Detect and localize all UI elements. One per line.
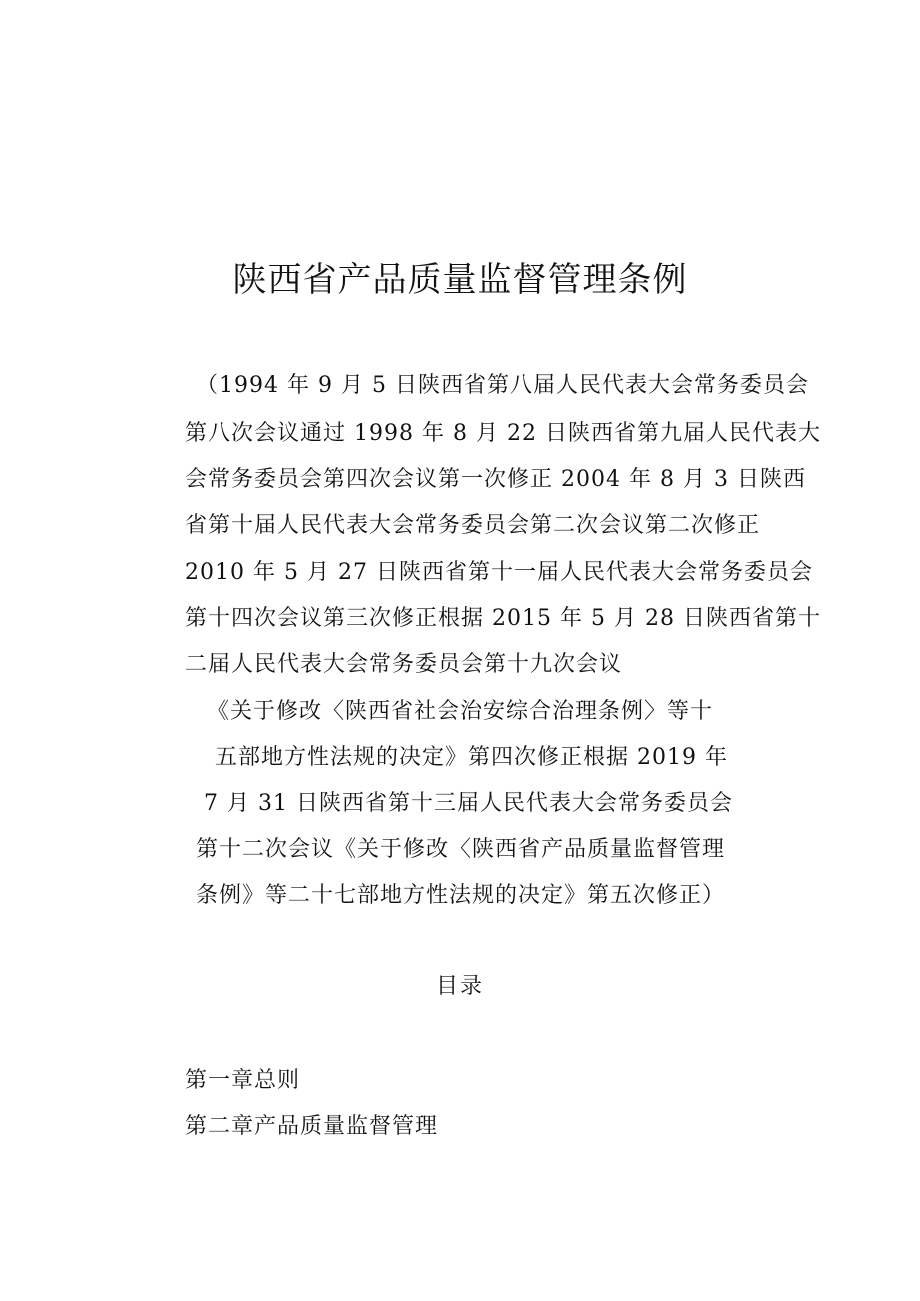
document-title: 陕西省产品质量监督管理条例	[232, 260, 688, 300]
history-line: 条例》等二十七部地方性法规的决定》第五次修正）	[196, 883, 726, 908]
history-line: 省第十届人民代表大会常务委员会第二次会议第二次修正	[185, 513, 761, 538]
history-line: 第八次会议通过 1998 年 8 月 22 日陕西省第九届人民代表大	[185, 421, 821, 446]
history-line: 第十二次会议《关于修改〈陕西省产品质量监督管理	[196, 837, 726, 862]
history-line: 第十四次会议第三次修正根据 2015 年 5 月 28 日陕西省第十	[185, 606, 821, 631]
history-line: 2010 年 5 月 27 日陕西省第十一届人民代表大会常务委员会	[185, 560, 813, 585]
history-line: 会常务委员会第四次会议第一次修正 2004 年 8 月 3 日陕西	[185, 467, 806, 492]
history-line: 《关于修改〈陕西省社会治安综合治理条例〉等十	[207, 699, 714, 724]
history-line: 五部地方性法规的决定》第四次修正根据 2019 年	[215, 745, 728, 770]
history-line: （1994 年 9 月 5 日陕西省第八届人民代表大会常务委员会	[196, 373, 809, 398]
history-line: 7 月 31 日陕西省第十三届人民代表大会常务委员会	[204, 791, 733, 816]
toc-heading: 目录	[435, 974, 484, 999]
history-line: 二届人民代表大会常务委员会第十九次会议	[185, 652, 623, 677]
toc-item[interactable]: 第一章总则	[185, 1068, 301, 1093]
toc-item[interactable]: 第二章产品质量监督管理	[185, 1114, 439, 1139]
